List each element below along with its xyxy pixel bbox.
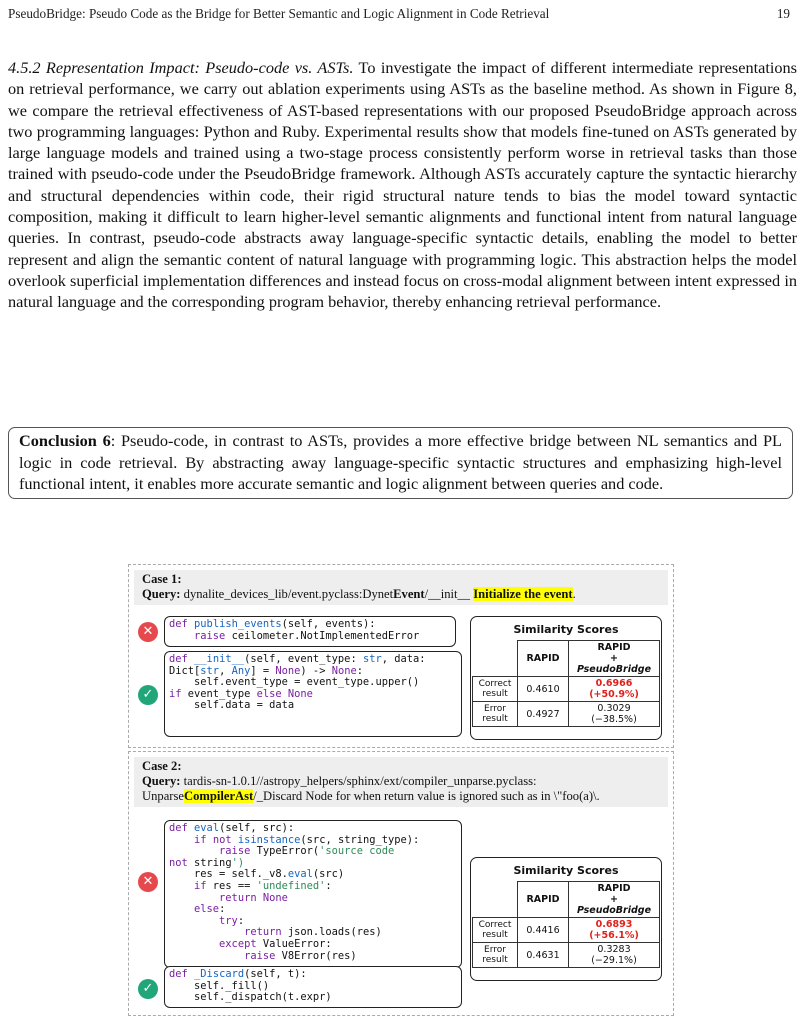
figure-8: [128, 564, 674, 1017]
case-2-error-code: def eval(self, src): if not isinstance(src, string_type): raise TypeError('source code not string') res = self._v8.eval(src) if res == 'undefined': return None else: try: return json.loads(res) except ValueError: raise V8Error(res): [164, 820, 462, 968]
case-1-query-end: .: [572, 587, 576, 601]
x-circle-icon: ✕: [138, 872, 158, 892]
case-2-similarity-table: [470, 857, 662, 981]
running-header: [8, 6, 790, 22]
running-title: PseudoBridge: Pseudo Code as the Bridge for Better Semantic and Logic Alignment in Code Retrieval: [8, 6, 550, 21]
case-1-col-rapid: RAPID: [518, 641, 569, 677]
case-2-query-cont: [142, 789, 660, 804]
case-2-row-error: Error result 0.4631 0.3283 (−29.1%): [473, 943, 660, 968]
case-1-scores-title: Similarity Scores: [513, 623, 619, 636]
check-circle-icon: ✓: [138, 979, 158, 999]
case-1-query-method: /__init__: [424, 587, 474, 601]
case-1-col-pseudobridge: RAPID + PseudoBridge: [569, 641, 660, 677]
case-2-col-pseudobridge: RAPID + PseudoBridge: [569, 882, 660, 918]
case-1-correct-code: def __init__(self, event_type: str, data: Dict[str, Any] = None) -> None: self.event_type = event_type.upper() if event_type else None self.data = data: [164, 651, 462, 737]
case-1-error-code: def publish_events(self, events): raise ceilometer.NotImplementedError: [164, 616, 456, 647]
case-1-query-path: dynalite_devices_lib/event.pyclass:Dynet: [183, 587, 394, 601]
conclusion-label: Conclusion 6: [19, 431, 111, 450]
case-1-query-class: Event: [393, 587, 425, 601]
case-2-row-correct: Correct result 0.4416 0.6893 (+56.1%): [473, 918, 660, 943]
case-2-query-end: /_Discard Node for when return value is ignored such as in \"foo(a)\.: [253, 789, 600, 803]
case-1-title: Case 1:: [142, 572, 182, 586]
case-1-query-highlight: Initialize the event: [473, 587, 573, 601]
case-2-query-path: tardis-sn-1.0.1//astropy_helpers/sphinx/ext/compiler_unparse.pyclass:: [183, 774, 537, 788]
case-2-scores-title: Similarity Scores: [513, 864, 619, 877]
section-paragraph: [8, 57, 797, 313]
case-2-query-bar: [134, 757, 668, 807]
conclusion-box: [8, 427, 793, 499]
case-1-query: [142, 587, 660, 602]
case-1-panel: [128, 564, 674, 748]
section-heading: 4.5.2 Representation Impact: Pseudo-code vs. ASTs.: [8, 58, 354, 77]
case-1-query-label: Query:: [142, 587, 181, 601]
case-2-panel: [128, 751, 674, 1016]
conclusion-text: : Pseudo-code, in contrast to ASTs, provides a more effective bridge between NL semantics and PL logic in code retrieval. By abstracting away language-specific syntactic structures and emphasizing high-level functional intent, it enables more accurate semantic and logic alignment between queries and code.: [19, 431, 782, 494]
case-2-title: Case 2:: [142, 759, 182, 773]
case-1-similarity-table: [470, 616, 662, 740]
case-1-row-error: Error result 0.4927 0.3029 (−38.5%): [473, 702, 660, 727]
case-1-row-correct: Correct result 0.4610 0.6966 (+50.9%): [473, 677, 660, 702]
case-2-correct-code: def _Discard(self, t): self._fill() self._dispatch(t.expr): [164, 966, 462, 1008]
section-body: To investigate the impact of different intermediate representations on retrieval performance, we carry out ablation experiments using ASTs as the baseline method. As shown in Figure 8, we compare the retrieval effectiveness of AST-based representations with our proposed PseudoBridge approach across two programming languages: Python and Ruby. Experimental results show that models fine-tuned on ASTs generated by large language models and trained using a two-stage process consistently perform worse in retrieval tasks than those trained with pseudo-code under the PseudoBridge framework. Although ASTs accurately capture the syntactic hierarchy and structural dependencies within code, their rigid structural nature tends to bias the model toward syntactic composition, making it difficult to learn higher-level semantic alignments and functional intent from natural language queries. In contrast, pseudo-code abstracts away language-specific syntactic details, enabling the model to better represent and align the semantic content of natural language with programming logic. This abstraction helps the model overlook superficial implementation differences and instead focus on cross-modal alignment between intent expressed in natural language and the corresponding program behavior, thereby enhancing retrieval performance.: [8, 58, 798, 312]
x-circle-icon: ✕: [138, 622, 158, 642]
case-2-col-rapid: RAPID: [518, 882, 569, 918]
check-circle-icon: ✓: [138, 685, 158, 705]
case-2-query-highlight: CompilerAst: [183, 789, 254, 803]
case-2-query-prefix: Unparse: [142, 789, 184, 803]
case-1-query-bar: [134, 570, 668, 605]
page-number: 19: [776, 6, 790, 21]
case-2-query: [142, 774, 660, 789]
case-2-query-label: Query:: [142, 774, 181, 788]
